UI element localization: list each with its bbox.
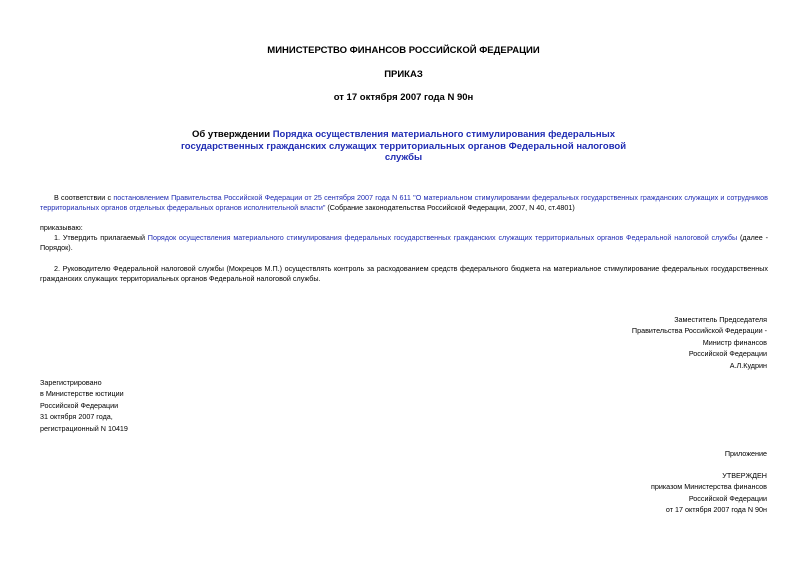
procedure-link[interactable]: Порядок осуществления материального стимулирования федеральных государственных гражданских служащих территориальных органов Федеральной налоговой службы: [147, 233, 738, 242]
doc-date-number: от 17 октября 2007 года N 90н: [333, 92, 474, 103]
signature-line: Правительства Российской Федерации -: [631, 326, 767, 336]
approval-line: УТВЕРЖДЕН: [722, 471, 767, 480]
doc-title-prefix: Об утверждении: [191, 129, 273, 140]
government-decree-link[interactable]: постановлением Правительства Российской Федерации от 25 сентября 2007 года N 611 "О материальном стимулировании федеральных государственных гражданских служащих и сотрудников территориальных органов отдельных федеральных органов исполнительной власти": [40, 193, 768, 212]
ministry-heading: МИНИСТЕРСТВО ФИНАНСОВ РОССИЙСКОЙ ФЕДЕРАЦИИ: [267, 45, 540, 56]
item-1-paragraph: [40, 233, 768, 253]
doc-type-heading: ПРИКАЗ: [384, 69, 423, 80]
signature-line: Заместитель Председателя: [674, 315, 767, 324]
procedure-title-link[interactable]: Порядка осуществления материального стимулирования федеральных государственных гражданских служащих территориальных органов Федеральной налоговой службы: [180, 129, 627, 163]
registration-line: Зарегистрировано: [40, 378, 102, 387]
item-2-paragraph: 2. Руководителю Федеральной налоговой службы (Мокрецов М.П.) осуществлять контроль за расходованием средств федерального бюджета на материальное стимулирование федеральных государственных гражданских служащих территориальных органов Федеральной налоговой службы.: [40, 264, 768, 283]
approval-block: [517, 470, 767, 516]
registration-line: регистрационный N 10419: [40, 423, 128, 433]
registration-block: [40, 377, 290, 434]
item-1-text-end: (далее - Порядок).: [40, 233, 768, 252]
signature-line: Министр финансов: [702, 337, 767, 347]
approval-line: Российской Федерации: [688, 493, 767, 503]
approval-line: от 17 октября 2007 года N 90н: [665, 505, 767, 515]
doc-title: [180, 129, 627, 164]
preamble-text-end: (Собрание законодательства Российской Федерации, 2007, N 40, ст.4801): [325, 203, 575, 212]
registration-line: Российской Федерации: [40, 400, 119, 410]
order-word: приказываю:: [40, 223, 83, 232]
signature-line: А.Л.Кудрин: [729, 360, 767, 370]
approval-line: приказом Министерства финансов: [650, 482, 767, 492]
signature-block: [517, 314, 767, 371]
registration-line: в Министерстве юстиции: [40, 389, 124, 399]
appendix-label: Приложение: [724, 449, 767, 458]
preamble-text-start: В соответствии с: [54, 193, 114, 202]
signature-line: Российской Федерации: [688, 349, 767, 359]
item-1-text-start: 1. Утвердить прилагаемый: [54, 233, 148, 242]
preamble-paragraph: [40, 193, 768, 213]
registration-line: 31 октября 2007 года,: [40, 412, 113, 422]
